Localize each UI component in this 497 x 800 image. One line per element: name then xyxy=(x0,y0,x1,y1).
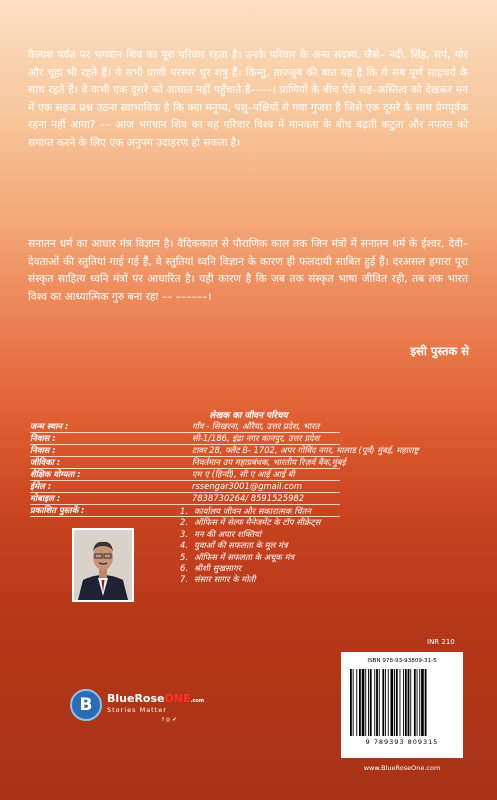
barcode-bar xyxy=(410,669,411,736)
barcode-number: 9 789393 809315 xyxy=(365,738,439,746)
barcode-bar xyxy=(396,669,398,736)
barcode-bar xyxy=(370,669,372,736)
barcode-bar xyxy=(414,669,416,736)
social-icons: f ◎ ✔ xyxy=(162,717,177,723)
bio-label: प्रकाशित पुस्तकें : xyxy=(30,505,85,515)
barcode-bar xyxy=(382,669,384,736)
barcode-bar xyxy=(365,669,366,736)
publisher-logo xyxy=(70,686,230,726)
barcode-bar xyxy=(368,669,369,736)
book-item: 3. मन की अपार शक्तियां xyxy=(180,528,262,539)
barcode-bar xyxy=(376,669,378,736)
published-books-list xyxy=(180,506,320,586)
book-item: 1. कार्यालय जीवन और सकारात्मक चिंतन xyxy=(180,506,312,516)
barcode-bar xyxy=(417,669,418,736)
barcode-bar xyxy=(353,669,354,736)
book-item: 2. ऑफिस में सेल्फ मैनेजमेंट के टॉप सीक्रेट्स xyxy=(180,517,321,528)
quote-credit: इसी पुस्तक से xyxy=(410,344,469,358)
publisher-tagline: Stories Matter xyxy=(107,706,167,714)
bio-label: निवास : xyxy=(30,445,56,455)
author-bio-title: लेखक का जीवन परिचय xyxy=(209,411,288,421)
bio-label: मोबाइल : xyxy=(30,493,61,503)
book-item: 5. ऑफिस में सफलता के अचूक मंत्र xyxy=(180,551,295,562)
barcode-bar xyxy=(379,669,380,736)
blurb-paragraph-2: सनातन धर्म का आधार मंत्र विज्ञान है। वैदिककाल से पौराणिक काल तक जिन मंत्रों में सनातन धर्म के ईश्वर, देवी–देवताओं की स्तुतियां गाई गई हैं, वे स्तुतियां ध्वनि विज्ञान के कारण ही फलदायी साबित हुई हैं। दरअसल हमारा पूरा संस्कृत साहित्य ध्वनि मंत्रों पर आधारित है। यही कारण है कि जब तक संस्कृत भाषा जीवित रही, तब तक भारत विश्व का आध्यात्मिक गुरु बना रहा –– ––––––। xyxy=(28,238,468,303)
book-item: 6. श्रीशी सुखसागर xyxy=(180,562,242,573)
bio-value: टावर 28, फ्लैट B- 1702, अपर गोविंद नगर, मालाड (पूर्व) मुंबई, महाराष्ट्र xyxy=(192,445,419,455)
book-item: 7. संसार सागर के मोती xyxy=(180,574,256,585)
bio-value: सी-1/186, इंद्रा नगर कानपुर, उत्तर प्रदेश xyxy=(192,433,320,443)
barcode-bar xyxy=(405,669,407,736)
publisher-name: BlueRoseONE.com xyxy=(107,692,205,705)
barcode-bar xyxy=(385,669,386,736)
barcode-bar xyxy=(374,669,375,736)
bio-value: निवर्तमान उप महाप्रबंधक, भारतीय रिज़र्व बैंक,मुंबई xyxy=(192,457,346,467)
blurb-paragraph-1: कैलाश पर्वत पर भगवान शिव का पूरा परिवार रहता है। उनके परिवार के अन्य सदस्य, जैसे– नंदी, सिंह, सर्प, मोर और चूहा भी रहते हैं। ये सभी प्राणी परस्पर धुर शत्रु हैं। किन्तु, ताज्जुब की बात यह है कि ये सब पूर्ण साहचर्य के साथ रहते हैं। वे कभी एक दूसरे को आघात नहीं पहुँचाते हैं––––। प्राणियों के बीच ऐसे सह–अस्तित्व को देखकर मन में एक सहज प्रश्न उठना स्वाभाविक है कि क्या मनुष्य, पशु–पक्षियों से गया गुजरा है जिसे एक दूसरे के साथ प्रेमपूर्वक रहना नहीं आया? –– आज भगवान शिव का यह परिवार विश्व में मानवता के बीच बढ़ती कटुता और नफरत को समाप्त करने के लिए एक अनुपम उदाहरण हो सकता है। xyxy=(28,49,468,149)
bio-label: निवास : xyxy=(30,433,56,443)
bio-value: rssengar3001@gmail.com xyxy=(192,481,303,491)
publisher-website: www.BlueRoseOne.com xyxy=(363,764,441,772)
barcode-bar xyxy=(388,669,389,736)
bio-label: शैक्षिक योग्यता : xyxy=(30,469,81,479)
barcode-bar xyxy=(362,669,365,736)
barcode-bar xyxy=(408,669,410,736)
isbn-text: ISBN 978-93-93809-31-5 xyxy=(367,658,437,664)
bio-label: जन्म स्थान : xyxy=(30,421,69,431)
author-portrait-image xyxy=(74,530,132,600)
barcode-bar xyxy=(356,669,357,736)
bio-value: गाँव - सिखरना, औरैया, उत्तर प्रदेश, भारत xyxy=(192,421,320,431)
barcode-bars xyxy=(349,669,455,736)
barcode-bar xyxy=(421,669,424,736)
author-photo xyxy=(72,528,134,602)
barcode-bar xyxy=(419,669,420,736)
barcode-bar xyxy=(400,669,401,736)
barcode-bar xyxy=(359,669,361,736)
barcode-bar xyxy=(391,669,394,736)
bio-label: जीविका : xyxy=(30,457,61,467)
price-label: INR 210 xyxy=(427,638,455,646)
bluerose-logo-icon: B xyxy=(70,689,102,721)
bio-value: 7838730264/ 8591525982 xyxy=(192,493,305,503)
book-item: 4. युवाओं की सफलता के मूल मंत्र xyxy=(180,540,288,551)
bio-value: एम ए (हिन्दी), सी ए आई आई बी xyxy=(192,469,295,479)
bio-label: ईमेल : xyxy=(30,481,52,491)
category-label: SELF-HELP xyxy=(456,683,464,725)
barcode-bar xyxy=(394,669,395,736)
barcode-bar xyxy=(425,669,427,736)
barcode-bar xyxy=(350,669,352,736)
isbn-barcode xyxy=(341,652,463,758)
barcode-bar xyxy=(403,669,404,736)
